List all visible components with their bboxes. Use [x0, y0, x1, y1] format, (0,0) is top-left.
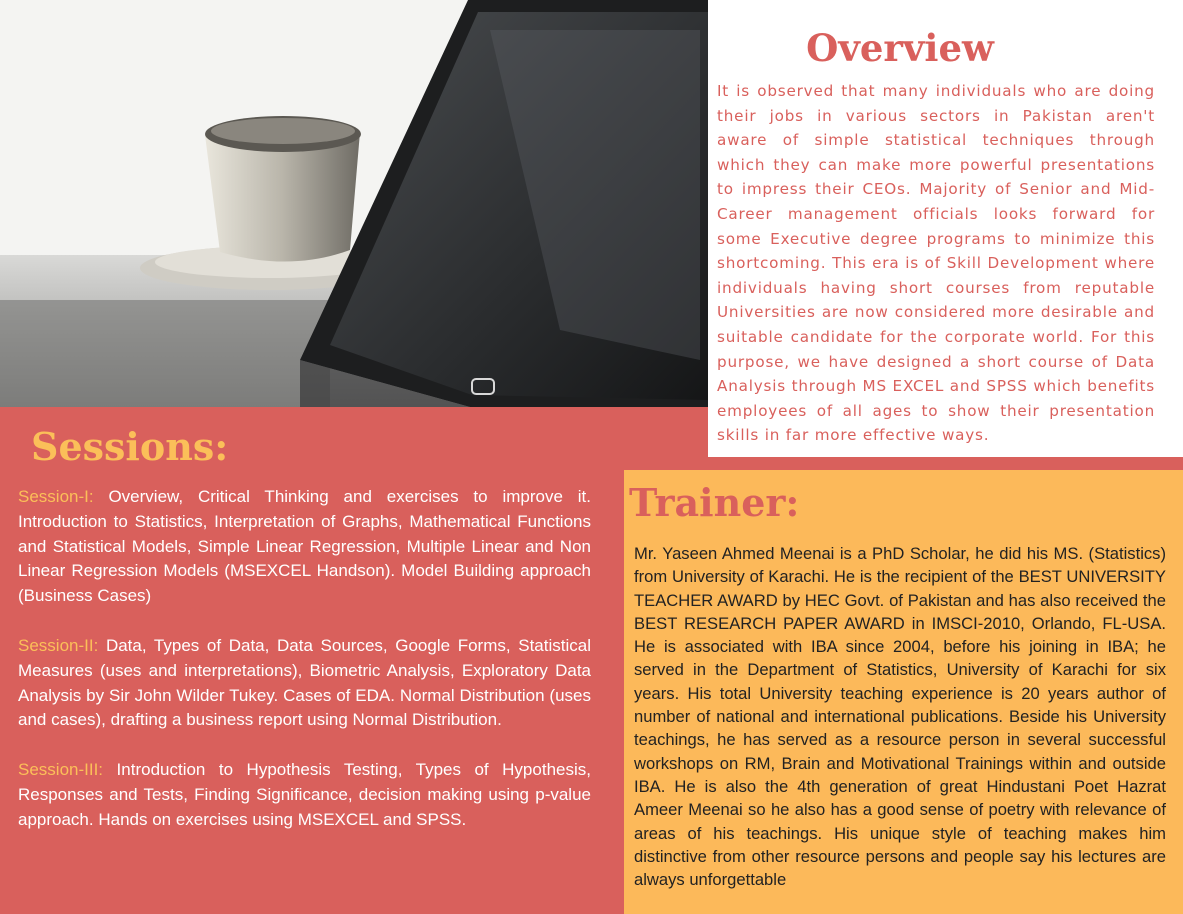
session-item	[18, 758, 591, 832]
session-label: Session-I:	[18, 487, 94, 506]
session-item	[18, 485, 591, 609]
session-text: Overview, Critical Thinking and exercises to improve it. Introduction to Statistics, Interpretation of Graphs, Mathematical Functions and Statistical Models, Simple Linear Regression, Multiple Linear and Non Linear Regression Models (MSEXCEL Handson). Model Building approach (Business Cases)	[18, 487, 591, 606]
laptop-and-coffee-cup-photo	[0, 0, 708, 407]
overview-title: Overview	[806, 26, 994, 70]
overview-panel	[708, 0, 1183, 457]
trainer-bio: Mr. Yaseen Ahmed Meenai is a PhD Scholar, he did his MS. (Statistics) from University of Karachi. He is the recipient of the BEST UNIVERSITY TEACHER AWARD by HEC Govt. of Pakistan and has also received the BEST RESEARCH PAPER AWARD in IMSCI-2010, Orlando, FL-USA. He is associated with IBA since 2004, before his joining in IBA; he served in the Department of Statistics, University of Karachi for six years. His total University teaching experience is 20 years author of number of national and international publications. Beside his University teachings, he has served as a resource person in several successful workshops on RM, Brain and Motivational Trainings within and outside IBA. He is also the 4th generation of great Hindustani Poet Hazrat Ameer Meenai so he also has a good sense of poetry with relevance of areas of his teachings. His unique style of teaching makes him distinctive from other resource persons and people say his lectures are always unforgettable	[634, 544, 1166, 890]
session-label: Session-II:	[18, 635, 99, 655]
sessions-title: Sessions:	[31, 424, 229, 469]
session-label: Session-III:	[18, 760, 104, 780]
trainer-panel	[624, 470, 1183, 914]
header-photo	[0, 0, 708, 407]
overview-body: It is observed that many individuals who are doing their jobs in various sectors in Pakistan aren't aware of simple statistical techniques through which they can make more powerful presentations to impress their CEOs. Majority of Senior and Mid-Career management officials looks forward for some Executive degree programs to minimize this shortcoming. This era is of Skill Development where individuals having short courses from reputable Universities are now considered more desirable and suitable candidate for the corporate world. For this purpose, we have designed a short course of Data Analysis through MS EXCEL and SPSS which benefits employees of all ages to show their presentation skills in far more effective ways.	[717, 82, 1155, 445]
session-text: Introduction to Hypothesis Testing, Types of Hypothesis, Responses and Tests, Finding Significance, decision making using p-value approach. Hands on exercises using MSEXCEL and SPSS.	[18, 760, 591, 829]
session-item	[18, 634, 591, 733]
trainer-title: Trainer:	[629, 480, 800, 525]
session-text: Data, Types of Data, Data Sources, Google Forms, Statistical Measures (uses and interpretations), Biometric Analysis, Exploratory Data Analysis by Sir John Wilder Tukey. Cases of EDA. Normal Distribution (uses and cases), drafting a business report using Normal Distribution.	[18, 635, 591, 730]
sessions-list	[18, 485, 591, 858]
